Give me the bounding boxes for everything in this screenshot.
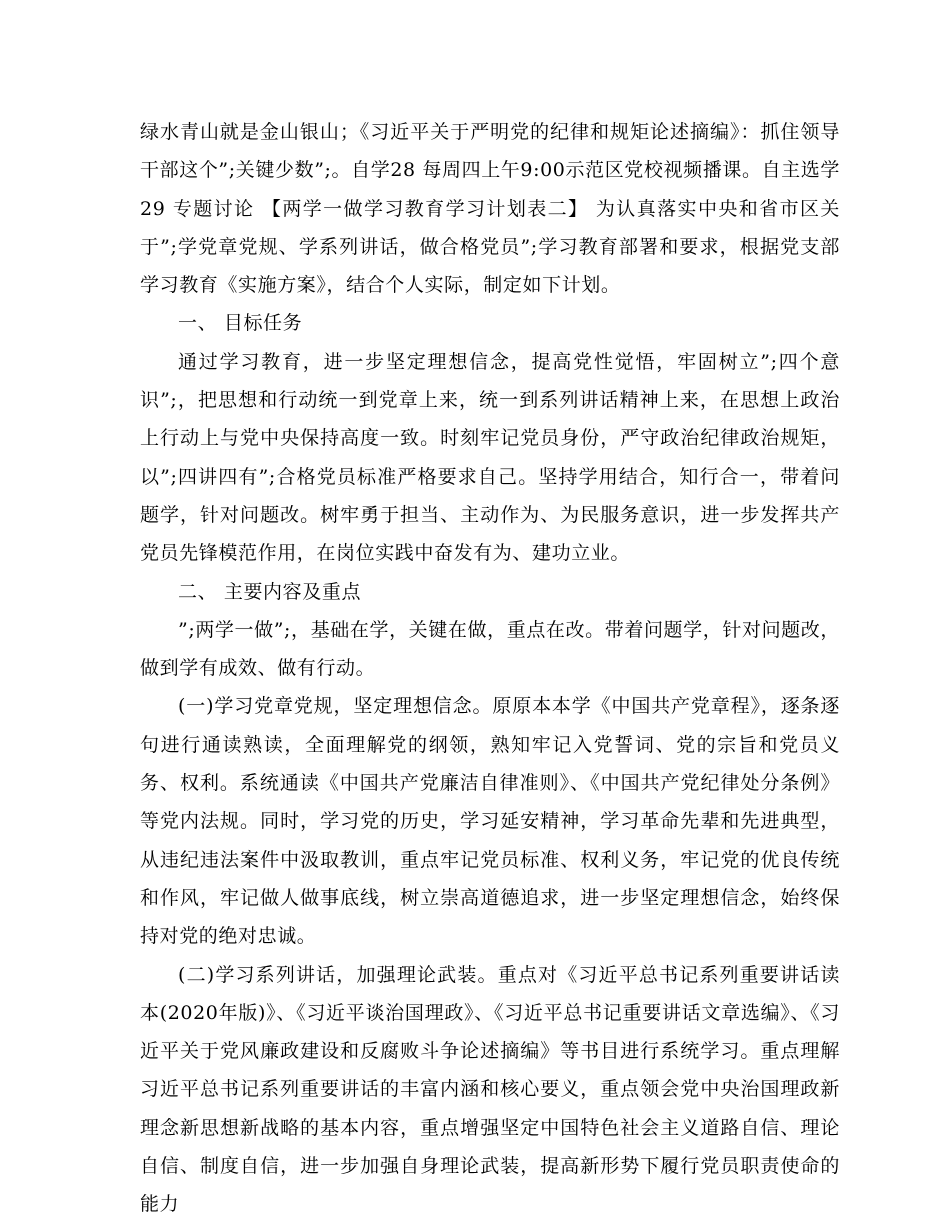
section-heading-content: 二、 主要内容及重点 [178, 580, 362, 603]
paragraph-item-1: (一)学习党章党规，坚定理想信念。原原本本学《中国共产党章程》，逐条逐句进行通读熟读，全面理解党的纲领，熟知牢记入党誓词、党的宗旨和党员义务、权利。系统通读《中国共产党廉洁自律准则》、《中国共产党纪律处分条例》等党内法规。同时，学习党的历史，学习延安精神，学习革命先辈和先进典型，从违纪违法案件中汲取教训，重点牢记党员标准、权利义务，牢记党的优良传统和作风，牢记做人做事底线，树立崇高道德追求，进一步坚定理想信念，始终保持对党的绝对忠诚。 [140, 695, 840, 948]
paragraph-continuation: 绿水青山就是金山银山；《习近平关于严明党的纪律和规矩论述摘编》：抓住领导干部这个”;关键少数”;。自学28 每周四上午9:00示范区党校视频播课。自主选学29 专题讨论 【两学一做学习教育学习计划表二】 为认真落实中央和省市区关于”;学党章党规、学系列讲话，做合格党员”;学习教育部署和要求，根据党支部学习教育《实施方案》，结合个人实际，制定如下计划。 [140, 121, 840, 297]
paragraph-goals: 通过学习教育，进一步坚定理想信念，提高党性觉悟，牢固树立”;四个意识”;，把思想和行动统一到党章上来，统一到系列讲话精神上来，在思想上政治上行动上与党中央保持高度一致。时刻牢记党员身份，严守政治纪律政治规矩，以”;四讲四有”;合格党员标准严格要求自己。坚持学用结合，知行合一，带着问题学，针对问题改。树牢勇于担当、主动作为、为民服务意识，进一步发挥共产党员先锋模范作用，在岗位实践中奋发有为、建功立业。 [140, 350, 840, 565]
paragraph-summary: ”;两学一做”;，基础在学，关键在做，重点在改。带着问题学，针对问题改，做到学有成效、做有行动。 [140, 618, 840, 680]
document-body [140, 113, 840, 1224]
section-heading-goals: 一、 目标任务 [178, 312, 303, 335]
paragraph-item-2: (二)学习系列讲话，加强理论武装。重点对《习近平总书记系列重要讲话读本(2020年版)》、《习近平谈治国理政》、《习近平总书记重要讲话文章选编》、《习近平关于党风廉政建设和反腐败斗争论述摘编》等书目进行系统学习。重点理解习近平总书记系列重要讲话的丰富内涵和核心要义，重点领会党中央治国理政新理念新思想新战略的基本内容，重点增强坚定中国特色社会主义道路自信、理论自信、制度自信，进一步加强自身理论武装，提高新形势下履行党员职责使命的能力 [140, 963, 840, 1216]
